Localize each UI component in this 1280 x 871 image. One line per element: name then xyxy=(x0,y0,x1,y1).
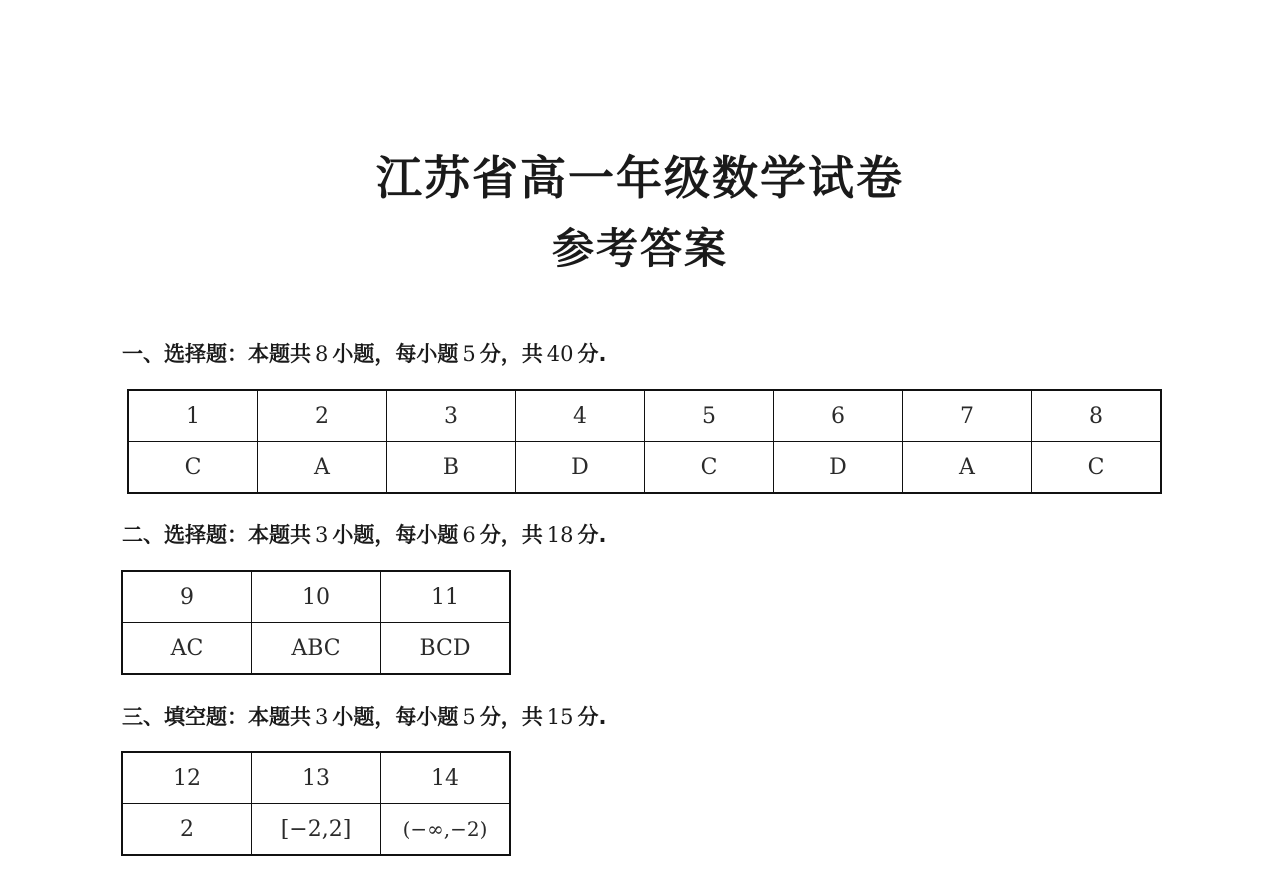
question-number-row xyxy=(128,390,1161,442)
heading-mid: 分，共 xyxy=(479,342,543,366)
question-number: 1 xyxy=(128,390,258,442)
heading-mid: 分，共 xyxy=(479,523,543,547)
heading-mid: 小题，每小题 xyxy=(332,342,459,366)
question-number: 12 xyxy=(122,752,252,804)
question-number: 5 xyxy=(645,390,774,442)
question-number: 8 xyxy=(1032,390,1162,442)
answer-cell: AC xyxy=(122,623,252,675)
heading-suffix: 分. xyxy=(577,523,607,547)
question-number: 3 xyxy=(387,390,516,442)
section-heading-multiple-choice xyxy=(122,338,606,368)
question-number: 10 xyxy=(252,571,381,623)
question-number: 6 xyxy=(774,390,903,442)
document-title: 江苏省高一年级数学试卷 xyxy=(376,151,904,205)
points-each: 5 xyxy=(462,705,476,729)
answer-table-section-1 xyxy=(127,389,1162,494)
answer-cell: 2 xyxy=(122,804,252,856)
answer-cell: D xyxy=(516,442,645,494)
heading-prefix: 二、选择题：本题共 xyxy=(122,523,311,547)
heading-mid: 小题，每小题 xyxy=(332,523,459,547)
answer-table-section-3 xyxy=(121,751,511,856)
answer-cell: BCD xyxy=(381,623,511,675)
answer-cell: C xyxy=(1032,442,1162,494)
answer-cell: D xyxy=(774,442,903,494)
answer-cell: C xyxy=(645,442,774,494)
question-number: 13 xyxy=(252,752,381,804)
answer-cell: B xyxy=(387,442,516,494)
document-subtitle: 参考答案 xyxy=(551,224,728,273)
heading-prefix: 一、选择题：本题共 xyxy=(122,342,311,366)
heading-prefix: 三、填空题：本题共 xyxy=(122,705,311,729)
question-number-row xyxy=(122,571,510,623)
question-number: 9 xyxy=(122,571,252,623)
answer-cell: (−∞,−2) xyxy=(381,804,511,856)
answer-cell: A xyxy=(258,442,387,494)
question-number-row xyxy=(122,752,510,804)
answer-cell: C xyxy=(128,442,258,494)
answer-cell: ABC xyxy=(252,623,381,675)
answer-cell: A xyxy=(903,442,1032,494)
heading-suffix: 分. xyxy=(577,342,607,366)
points-each: 6 xyxy=(462,523,476,547)
answer-row xyxy=(122,623,510,675)
question-number: 4 xyxy=(516,390,645,442)
points-each: 5 xyxy=(462,342,476,366)
heading-suffix: 分. xyxy=(577,705,607,729)
question-count: 3 xyxy=(315,705,329,729)
heading-mid: 分，共 xyxy=(479,705,543,729)
points-total: 40 xyxy=(546,342,574,366)
question-count: 8 xyxy=(315,342,329,366)
answer-cell: [−2,2] xyxy=(252,804,381,856)
answer-row xyxy=(128,442,1161,494)
heading-mid: 小题，每小题 xyxy=(332,705,459,729)
question-number: 7 xyxy=(903,390,1032,442)
question-number: 14 xyxy=(381,752,511,804)
question-number: 2 xyxy=(258,390,387,442)
section-heading-fill-in xyxy=(122,701,606,731)
question-number: 11 xyxy=(381,571,511,623)
points-total: 18 xyxy=(546,523,574,547)
answer-table-section-2 xyxy=(121,570,511,675)
section-heading-multi-select xyxy=(122,519,606,549)
question-count: 3 xyxy=(315,523,329,547)
answer-row xyxy=(122,804,510,856)
points-total: 15 xyxy=(546,705,574,729)
